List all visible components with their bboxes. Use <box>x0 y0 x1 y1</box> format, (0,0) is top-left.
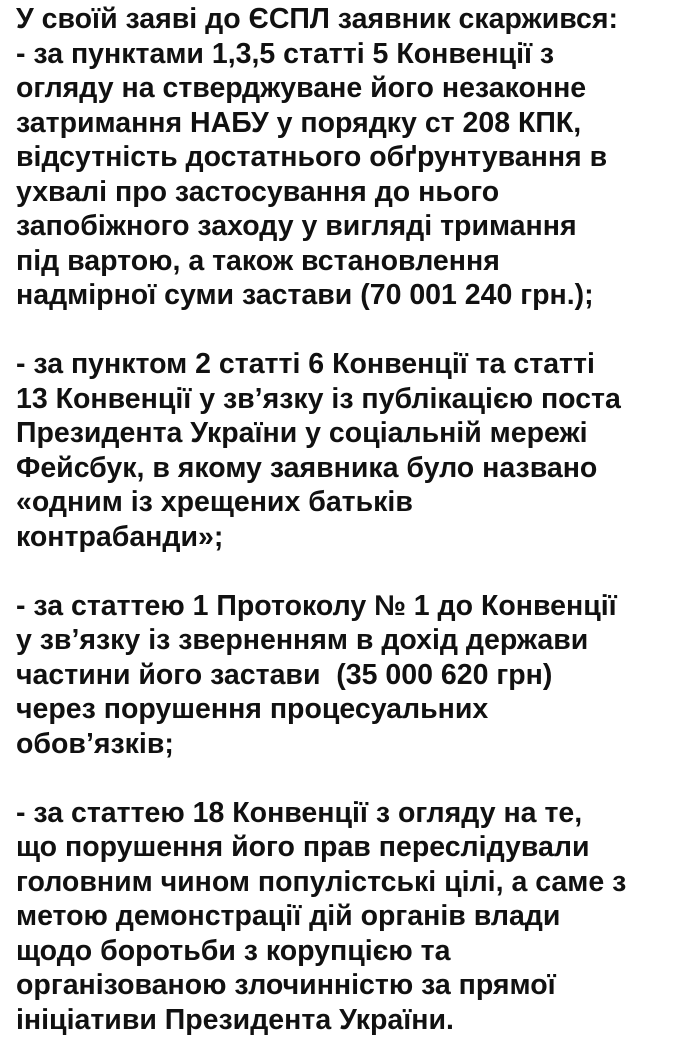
paragraph-article-18 <box>16 796 680 1038</box>
text-line: - за пунктом 2 статті 6 Конвенції та статті <box>16 348 595 380</box>
text-line: під вартою, а також встановлення <box>16 244 500 277</box>
text-line: через порушення процесуальних <box>16 693 489 725</box>
text-line: огляду на стверджуване його незаконне <box>16 72 587 104</box>
paragraph-gap <box>16 554 680 589</box>
text-line: «одним із хрещених батьків <box>16 486 413 518</box>
text-line: 13 Конвенції у зв’язку із публікацією поста <box>16 382 621 415</box>
text-line: частини його застави (35 000 620 грн) <box>16 658 553 691</box>
text-line: організованою злочинністю за прямої <box>16 969 556 1001</box>
text-line: щодо боротьби з корупцією та <box>16 934 451 967</box>
text-line: метою демонстрації дій органів влади <box>16 900 561 932</box>
text-line: обов’язків; <box>16 727 174 760</box>
text-line: затримання НАБУ у порядку ст 208 КПК, <box>16 106 582 139</box>
text-line: що порушення його прав переслідували <box>16 831 590 863</box>
text-line: контрабанди»; <box>16 520 224 553</box>
text-line: головним чином популістські цілі, а саме з <box>16 865 627 898</box>
text-line: Фейсбук, в якому заявника було названо <box>16 451 598 484</box>
paragraph-gap <box>16 761 680 796</box>
text-line: відсутність достатнього обґрунтування в <box>16 141 608 173</box>
paragraph-gap <box>16 313 680 348</box>
paragraph-article-6 <box>16 347 680 554</box>
note-text <box>16 2 680 1037</box>
text-line: - за пунктами 1,3,5 статті 5 Конвенції з <box>16 37 555 70</box>
paragraph-protocol-1 <box>16 589 680 762</box>
text-line: - за статтею 1 Протоколу № 1 до Конвенції <box>16 589 617 622</box>
text-line: запобіжного заходу у вигляді тримання <box>16 210 577 242</box>
text-line: Президента України у соціальній мережі <box>16 417 588 449</box>
text-line: ініціативи Президента України. <box>16 1003 454 1036</box>
text-line: У своїй заяві до ЄСПЛ заявник скаржився: <box>16 3 619 35</box>
paragraph-intro <box>16 2 680 313</box>
text-line: ухвалі про застосування до нього <box>16 175 500 208</box>
text-line: у зв’язку із зверненням в дохід держави <box>16 624 589 656</box>
text-line: - за статтею 18 Конвенції з огляду на те, <box>16 796 583 829</box>
text-line: надмірної суми застави (70 001 240 грн.); <box>16 279 594 311</box>
